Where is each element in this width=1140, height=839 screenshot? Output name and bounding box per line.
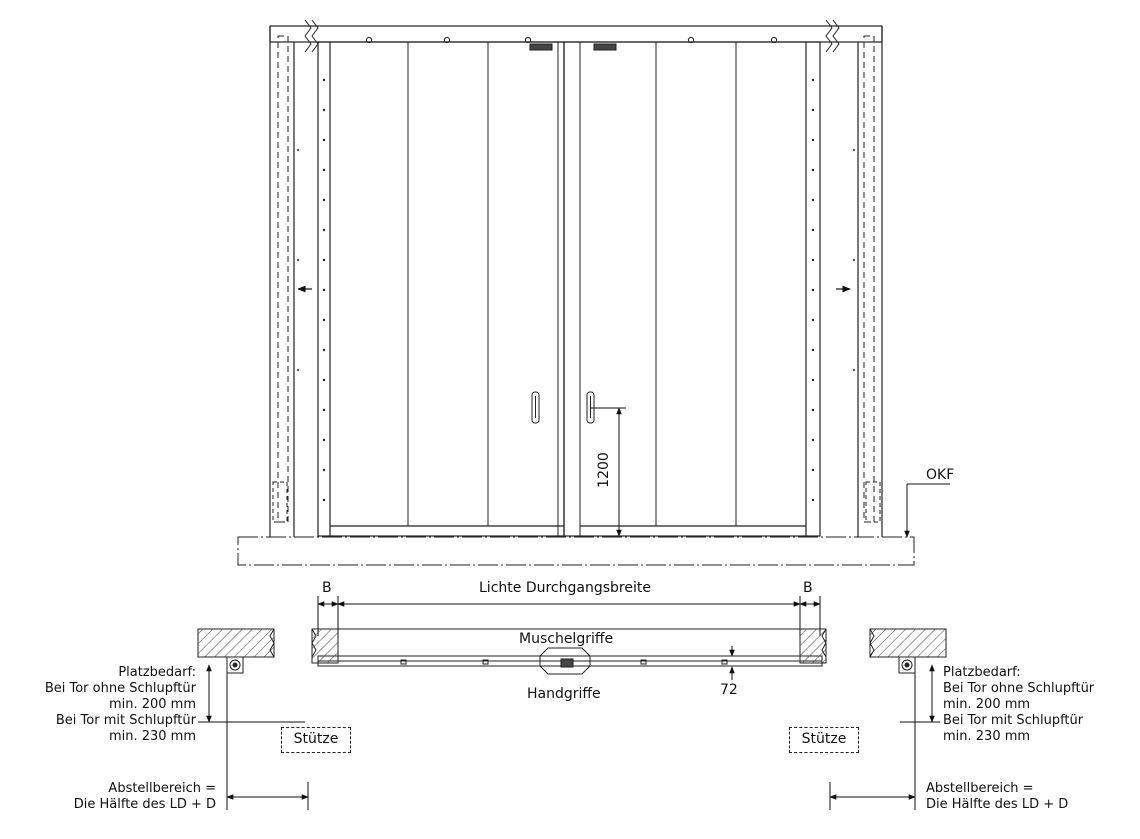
break-mark-left [305, 20, 311, 52]
break-mark-left-2 [312, 20, 318, 52]
okf-leader [907, 484, 950, 537]
handles-label: Handgriffe [527, 686, 601, 702]
with-door-right: Bei Tor mit Schlupftür [943, 713, 1084, 728]
okf-label: OKF [926, 467, 955, 483]
break-mark-right-2 [833, 20, 839, 52]
storage-line1-left: Abstellbereich = [108, 781, 216, 796]
space-title-left: Platzbedarf: [118, 665, 196, 680]
b-right-label: B [803, 580, 813, 596]
door-handles [532, 392, 594, 423]
hidden-roller-left [273, 482, 287, 522]
leaf-stile-dots [297, 79, 855, 501]
storage-line1-right: Abstellbereich = [926, 781, 1034, 796]
without-door-right: Bei Tor ohne Schlupftür [943, 681, 1095, 696]
b-left-label: B [322, 580, 332, 596]
shell-handles-label: Muschelgriffe [519, 631, 614, 647]
space-requirement-left [14, 665, 196, 745]
without-door-left: Bei Tor ohne Schlupftür [44, 681, 196, 696]
left-leaf [318, 42, 564, 536]
hidden-leaf-right [864, 36, 874, 522]
storage-line2-right: Die Hälfte des LD + D [926, 797, 1069, 812]
height-1200-label: 1200 [595, 452, 612, 488]
min200-left: min. 200 mm [108, 697, 196, 712]
top-beam [270, 26, 882, 42]
wall-far-left [198, 629, 274, 657]
break-mark-right [826, 20, 832, 52]
min230-right: min. 230 mm [943, 729, 1031, 744]
support-label-left: Stütze [293, 731, 339, 747]
min230-left: min. 230 mm [108, 729, 196, 744]
thickness-72-label: 72 [720, 682, 738, 698]
wall-near-left [312, 629, 338, 663]
clear-width-label: Lichte Durchgangsbreite [479, 580, 651, 596]
min200-right: min. 200 mm [943, 697, 1031, 712]
wall-far-right [870, 629, 946, 657]
plan-dimensions [198, 596, 940, 810]
storage-area-left [20, 781, 216, 813]
floor-slab [238, 537, 914, 565]
support-label-right: Stütze [801, 731, 847, 747]
with-door-left: Bei Tor mit Schlupftür [55, 713, 196, 728]
hidden-roller-right [866, 482, 880, 522]
hinge-right [594, 44, 616, 50]
storage-area-right [926, 781, 1126, 813]
top-rollers [366, 37, 776, 50]
hidden-leaf-left [278, 36, 288, 522]
storage-line2-left: Die Hälfte des LD + D [73, 797, 216, 812]
hinge-left [530, 44, 552, 50]
space-requirement-right [943, 665, 1133, 745]
space-title-right: Platzbedarf: [943, 665, 1021, 680]
front-elevation [270, 20, 882, 537]
